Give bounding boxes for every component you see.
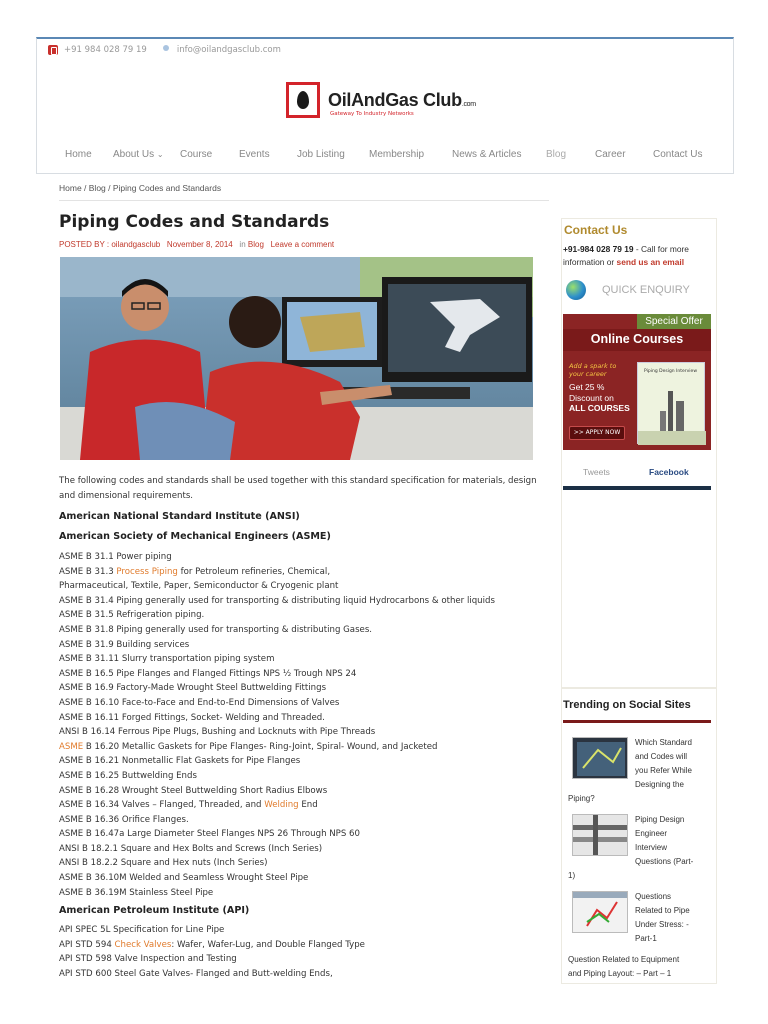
list-item: API STD 600 Steel Gate Valves- Flanged and Butt-welding Ends, — [59, 969, 333, 980]
tab-tweets[interactable]: Tweets — [583, 467, 610, 477]
topbar-email[interactable]: info@oilandgasclub.com — [176, 45, 281, 55]
list-item: ANSI B 18.2.2 Square and Hex nuts (Inch Series) — [59, 858, 268, 869]
divider — [59, 200, 549, 201]
topbar-phone[interactable]: +91 984 028 79 19 — [64, 45, 147, 55]
sidebar-contact-desc: - Call for more information or — [563, 244, 689, 267]
ad-book-title: Piping Design Interview — [644, 369, 698, 374]
nav-events[interactable]: Events — [239, 149, 270, 160]
trending-text: Related to Pipe — [635, 906, 690, 915]
nav-about-us[interactable] — [113, 149, 164, 160]
nav-career[interactable]: Career — [595, 149, 626, 160]
trending-thumbnail[interactable] — [572, 737, 628, 779]
list-item — [59, 565, 539, 580]
ad-discount-line: Discount on — [569, 392, 614, 403]
page-title: Piping Codes and Standards — [59, 212, 330, 232]
list-item: Pharmaceutical, Textile, Paper, Semiconductor & Cryogenic plant — [59, 581, 339, 592]
trending-text: Question Related to Equipment — [568, 955, 680, 964]
main-nav — [36, 147, 734, 165]
trending-link-1-tail[interactable]: Piping? — [568, 794, 595, 803]
refinery-icon — [638, 363, 706, 445]
list-item: ASME B 16.11 Forged Fittings, Socket- Welding and Threaded. — [59, 712, 325, 723]
list-item: API STD 598 Valve Inspection and Testing — [59, 954, 237, 965]
nav-about-label: About Us — [113, 149, 155, 160]
post-intro: The following codes and standards shall be used together with this standard specification for materials, design and dimensional requirements. — [59, 476, 537, 501]
engineers-at-computer-illustration — [60, 257, 533, 460]
post-meta — [59, 240, 334, 249]
email-us-link[interactable]: send us an email — [616, 256, 685, 267]
ad-online-courses: Online Courses — [563, 329, 711, 351]
trending-text: Under Stress: - — [635, 920, 689, 929]
list-item: ASME B 16.47a Large Diameter Steel Flanges NPS 26 Through NPS 60 — [59, 829, 360, 840]
nav-news-articles[interactable]: News & Articles — [452, 149, 522, 160]
list-item: ASME B 31.9 Building services — [59, 639, 190, 650]
trending-text: Engineer — [635, 829, 668, 838]
ad-discount-line: ALL COURSES — [569, 403, 630, 413]
list-item: ASME B 31.8 Piping generally used for transporting & distributing Gases. — [59, 624, 373, 635]
pipes-thumbnail-icon — [573, 815, 628, 856]
list-item: ASME B 31.4 Piping generally used for transporting & distributing liquid Hydrocarbons & other liquids — [59, 595, 495, 606]
list-item-text: : Wafer, Wafer-Lug, and Double Flanged Type — [171, 939, 365, 950]
nav-membership[interactable]: Membership — [369, 149, 425, 160]
list-item: ASME B 16.10 Face-to-Face and End-to-End Dimensions of Valves — [59, 697, 340, 708]
list-item-text: for Petroleum refineries, Chemical, — [177, 566, 331, 577]
nav-job-listing[interactable]: Job Listing — [297, 149, 345, 160]
logo-tagline: Gateway To Industry Networks — [330, 111, 414, 117]
social-tabs — [563, 464, 711, 490]
list-item-text: ASME B 16.34 Valves – Flanged, Threaded, and — [59, 800, 265, 811]
trending-text: Questions — [635, 892, 672, 901]
post-content — [59, 474, 539, 982]
trending-text: Part-1 — [635, 934, 657, 943]
trending-text: and Piping Layout: – Part – 1 — [568, 969, 672, 978]
ad-discount-line: Get 25 % — [569, 382, 605, 392]
post-hero-image — [60, 257, 533, 460]
top-contact-bar — [48, 43, 281, 57]
list-item — [59, 798, 539, 813]
trending-text: Designing the — [635, 780, 684, 789]
tab-facebook[interactable]: Facebook — [649, 467, 689, 477]
logo-name: OilAndGas Club — [328, 89, 462, 110]
quick-enquiry-button[interactable] — [566, 280, 690, 300]
trending-link-1[interactable] — [635, 736, 711, 792]
heading-asme: American Society of Mechanical Engineers (ASME) — [59, 531, 331, 542]
email-icon — [161, 45, 171, 55]
list-item: ASME B 36.19M Stainless Steel Pipe — [59, 887, 214, 898]
list-item-text: End — [298, 800, 318, 811]
list-item: ASME B 16.5 Pipe Flanges and Flanged Fittings NPS ½ Trough NPS 24 — [59, 668, 357, 679]
apply-now-button[interactable]: >> APPLY NOW — [569, 426, 625, 440]
site-logo[interactable] — [286, 82, 476, 118]
trending-link-3[interactable] — [635, 890, 711, 946]
trending-link-2[interactable] — [635, 813, 711, 869]
trending-thumbnail[interactable] — [572, 891, 628, 933]
ad-special-offer: Special Offer — [637, 314, 711, 329]
logo-mark — [286, 82, 320, 118]
post-date[interactable]: November 8, 2014 — [166, 240, 233, 249]
nav-contact-us[interactable]: Contact Us — [653, 149, 703, 160]
process-piping-link[interactable]: Process Piping — [116, 566, 178, 577]
list-item — [59, 938, 539, 953]
trending-text: and Codes will — [635, 752, 688, 761]
globe-icon — [566, 280, 586, 300]
list-item: ASME B 31.11 Slurry transportation piping system — [59, 654, 275, 665]
ad-tagline: Add a spark to your career — [569, 362, 617, 378]
screenshot-thumbnail-icon — [573, 738, 628, 779]
post-category[interactable]: Blog — [247, 240, 264, 249]
list-item: ANSI B 18.2.1 Square and Hex Bolts and Screws (Inch Series) — [59, 843, 323, 854]
chevron-down-icon: ⌄ — [156, 150, 164, 159]
list-item: ASME B 31.5 Refrigeration piping. — [59, 610, 205, 621]
nav-home[interactable]: Home — [65, 149, 92, 160]
trending-text: Interview — [635, 843, 668, 852]
nav-course[interactable]: Course — [180, 149, 213, 160]
trending-title: Trending on Social Sites — [563, 699, 691, 711]
list-item: ASME B 36.10M Welded and Seamless Wrought Steel Pipe — [59, 873, 309, 884]
ad-book-image — [637, 362, 705, 444]
sidebar-contact-text — [563, 243, 715, 268]
list-item: ASME B 16.36 Orifice Flanges. — [59, 814, 189, 825]
trending-divider — [563, 720, 711, 723]
list-item: ANSI B 16.14 Ferrous Pipe Plugs, Bushing and Locknuts with Pipe Threads — [59, 727, 376, 738]
in-label: in — [239, 240, 248, 249]
ad-discount — [569, 382, 630, 414]
heading-api: American Petroleum Institute (API) — [59, 905, 250, 917]
phone-icon — [48, 45, 58, 55]
oil-drop-icon — [297, 91, 309, 109]
list-item-text: API STD 594 — [59, 939, 115, 950]
list-item: ASME B 31.1 Power piping — [59, 552, 172, 562]
sidebar-contact-title: Contact Us — [564, 223, 628, 237]
logo-suffix: .com — [461, 100, 476, 108]
trending-link-2-tail[interactable]: 1) — [568, 871, 576, 880]
sidebar-phone[interactable]: +91-984 028 79 19 — [563, 244, 634, 254]
heading-ansi: American National Standard Institute (ANSI) — [59, 511, 300, 522]
quick-enquiry-label: QUICK ENQUIRY — [602, 284, 690, 296]
breadcrumb[interactable]: Home / Blog / Piping Codes and Standards — [59, 183, 222, 193]
trending-text: Piping Design — [635, 815, 685, 824]
leave-comment-link[interactable]: Leave a comment — [270, 240, 335, 249]
asme-link[interactable]: ASME — [59, 741, 84, 752]
list-item: ASME B 16.9 Factory-Made Wrought Steel Buttwelding Fittings — [59, 683, 327, 694]
check-valves-link[interactable]: Check Valves — [114, 939, 172, 950]
welding-link[interactable]: Welding — [264, 800, 299, 811]
trending-link-4[interactable] — [568, 953, 713, 981]
list-item: API SPEC 5L Specification for Line Pipe — [59, 925, 225, 936]
nav-blog[interactable]: Blog — [546, 149, 567, 160]
trending-text: Questions (Part- — [635, 857, 694, 866]
online-courses-ad[interactable] — [563, 314, 711, 450]
list-item-text: ASME B 31.3 — [59, 566, 117, 577]
list-item — [59, 740, 539, 755]
post-author[interactable]: oilandgasclub — [111, 240, 161, 249]
list-item: ASME B 16.25 Buttwelding Ends — [59, 770, 197, 781]
list-item-text: B 16.20 Metallic Gaskets for Pipe Flanges- Ring-Joint, Spiral- Wound, and Jacketed — [83, 741, 438, 752]
posted-by-label: POSTED BY : — [59, 240, 112, 249]
list-item: ASME B 16.28 Wrought Steel Buttwelding Short Radius Elbows — [59, 785, 328, 796]
stress-analysis-thumbnail-icon — [573, 892, 628, 933]
list-item: ASME B 16.21 Nonmetallic Flat Gaskets for Pipe Flanges — [59, 756, 301, 767]
trending-thumbnail[interactable] — [572, 814, 628, 856]
trending-text: Which Standard — [635, 738, 692, 747]
trending-text: you Refer While — [635, 766, 692, 775]
